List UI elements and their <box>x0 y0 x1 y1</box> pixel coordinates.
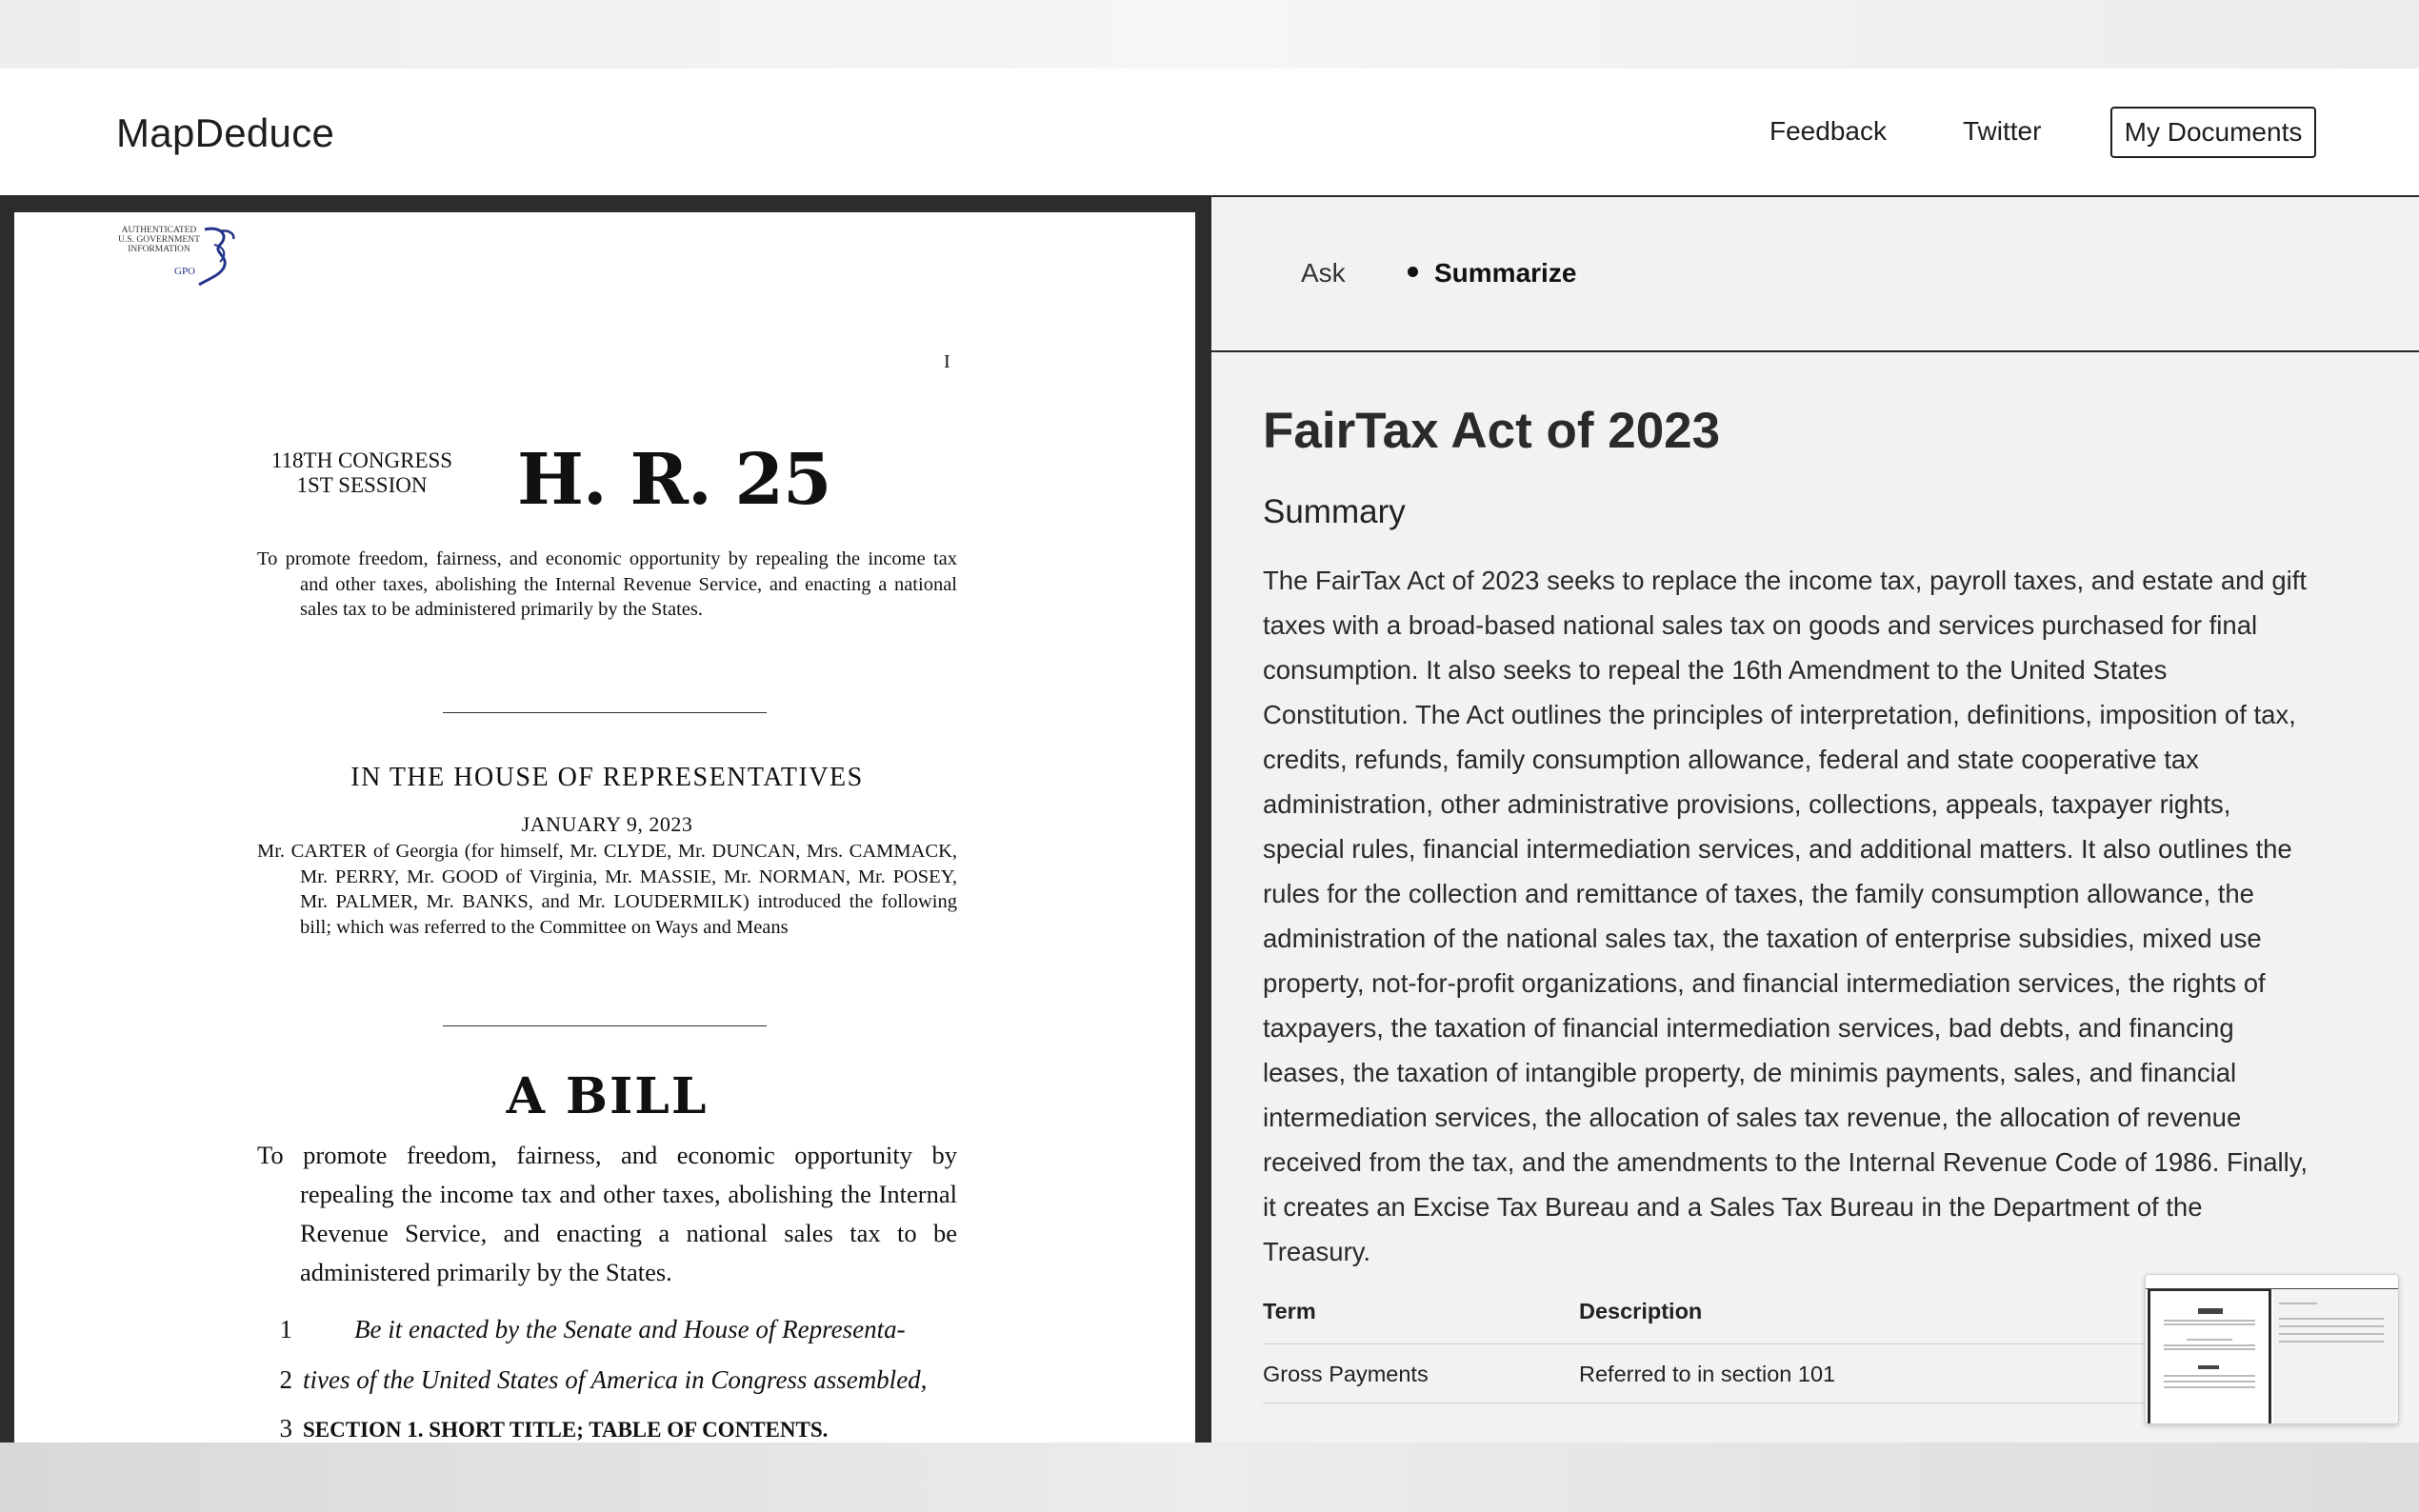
divider-rule-1 <box>443 712 767 713</box>
tab-summarize[interactable] <box>1408 258 1576 288</box>
twitter-link[interactable]: Twitter <box>1963 116 2042 146</box>
enacting-clause-line-2: tives of the United States of America in Congress assembled, <box>303 1365 928 1394</box>
line-number: 2 <box>279 1365 292 1394</box>
bill-number: H. R. 25 <box>517 439 831 521</box>
gpo-logo <box>113 226 256 287</box>
gpo-line-2: U.S. GOVERNMENT <box>118 235 200 245</box>
tab-ask[interactable]: Ask <box>1301 258 1346 288</box>
feedback-link[interactable]: Feedback <box>1769 116 1887 146</box>
pdf-viewer[interactable] <box>0 197 1210 1442</box>
thumbnail-nav <box>2146 1275 2398 1289</box>
gpo-line-3: INFORMATION <box>128 245 190 254</box>
active-dot-icon <box>1408 267 1418 277</box>
session-label: 1ST SESSION <box>296 473 428 497</box>
browser-top-strip <box>0 0 2419 69</box>
sponsors-text: Mr. CARTER of Georgia (for himself, Mr. CLYDE, Mr. DUNCAN, Mrs. CAMMACK, Mr. PERRY, Mr. GOOD of Virginia, Mr. MASSIE, Mr. NORMAN, Mr. POSEY, Mr. PALMER, Mr. BANKS, and Mr. LOUDERMILK) introduced the following bill; which was referred to the Committee on Ways and Means <box>257 841 957 938</box>
my-documents-button[interactable]: My Documents <box>2110 107 2316 158</box>
gpo-line-1: AUTHENTICATED <box>121 226 197 235</box>
section-heading: SECTION 1. SHORT TITLE; TABLE OF CONTENTS. <box>303 1418 829 1442</box>
house-heading: IN THE HOUSE OF REPRESENTATIVES <box>350 763 864 792</box>
roman-numeral: I <box>944 351 950 372</box>
column-header-term: Term <box>1263 1299 1579 1344</box>
top-nav <box>0 69 2419 197</box>
page-thumbnail-preview[interactable] <box>2145 1274 2399 1424</box>
table-header-row <box>1263 1299 2282 1344</box>
column-header-description: Description <box>1579 1299 2282 1344</box>
introduced-date: JANUARY 9, 2023 <box>521 812 693 836</box>
document-title: FairTax Act of 2023 <box>1263 403 1721 459</box>
description-cell: Referred to in section 101 <box>1579 1344 2282 1403</box>
browser-bottom-strip <box>0 1442 2419 1512</box>
eagle-icon <box>191 226 249 288</box>
tab-summarize-label: Summarize <box>1434 258 1577 288</box>
short-purpose: To promote freedom, fairness, and economic opportunity by repealing the income tax and other taxes, abolishing the Internal Revenue Service, and enacting a national sales tax to be administered primarily by the States. <box>257 548 957 620</box>
table-row <box>1263 1344 2282 1403</box>
terms-table <box>1263 1299 2282 1403</box>
gpo-mark: GPO <box>174 266 196 277</box>
line-number: 3 <box>279 1414 292 1442</box>
enacting-clause-line-1: Be it enacted by the Senate and House of Representa- <box>354 1315 906 1343</box>
thumbnail-pdf <box>2148 1289 2271 1423</box>
term-cell: Gross Payments <box>1263 1344 1579 1403</box>
brand-logo[interactable]: MapDeduce <box>116 110 335 155</box>
congress-session <box>257 448 467 498</box>
summary-body: The FairTax Act of 2023 seeks to replace the income tax, payroll taxes, and estate and gift taxes with a broad-based national sales tax on goods and services purchased for final consumption. It also seeks to repeal the 16th Amendment to the United States Constitution. The Act outlines the principles of interpretation, definitions, imposition of tax, credits, refunds, family consumption allowance, federal and state cooperative tax administration, other administrative provisions, collections, appeals, taxpayer rights, special rules, financial intermediation services, and additional matters. It also outlines the rules for the collection and remittance of taxes, the family consumption allowance, the administration of the national sales tax, the taxation of enterprise subsidies, mixed use property, not-for-profit organizations, and financial intermediation services, the rights of taxpayers, the taxation of financial intermediation services, bad debts, and financing leases, the taxation of intangible property, de minimis payments, sales, and financial intermediation services, the allocation of sales tax revenue, the allocation of revenue received from the tax, and the amendments to the Internal Revenue Code of 1986. Finally, it creates an Excise Tax Bureau and a Sales Tax Bureau in the Department of the Treasury. <box>1263 566 2309 1266</box>
congress-label: 118TH CONGRESS <box>270 448 453 472</box>
thumbnail-panel <box>2273 1289 2398 1423</box>
pdf-page <box>14 212 1195 1442</box>
long-purpose: To promote freedom, fairness, and economic opportunity by repealing the income tax and other taxes, abolishing the Internal Revenue Service, and enacting a national sales tax to be administered primarily by the States. <box>257 1141 957 1286</box>
divider-rule-2 <box>443 1025 767 1026</box>
tab-bar <box>1211 197 2419 352</box>
line-number: 1 <box>279 1315 292 1343</box>
summary-heading: Summary <box>1263 493 1406 530</box>
a-bill-heading: A BILL <box>506 1067 709 1125</box>
